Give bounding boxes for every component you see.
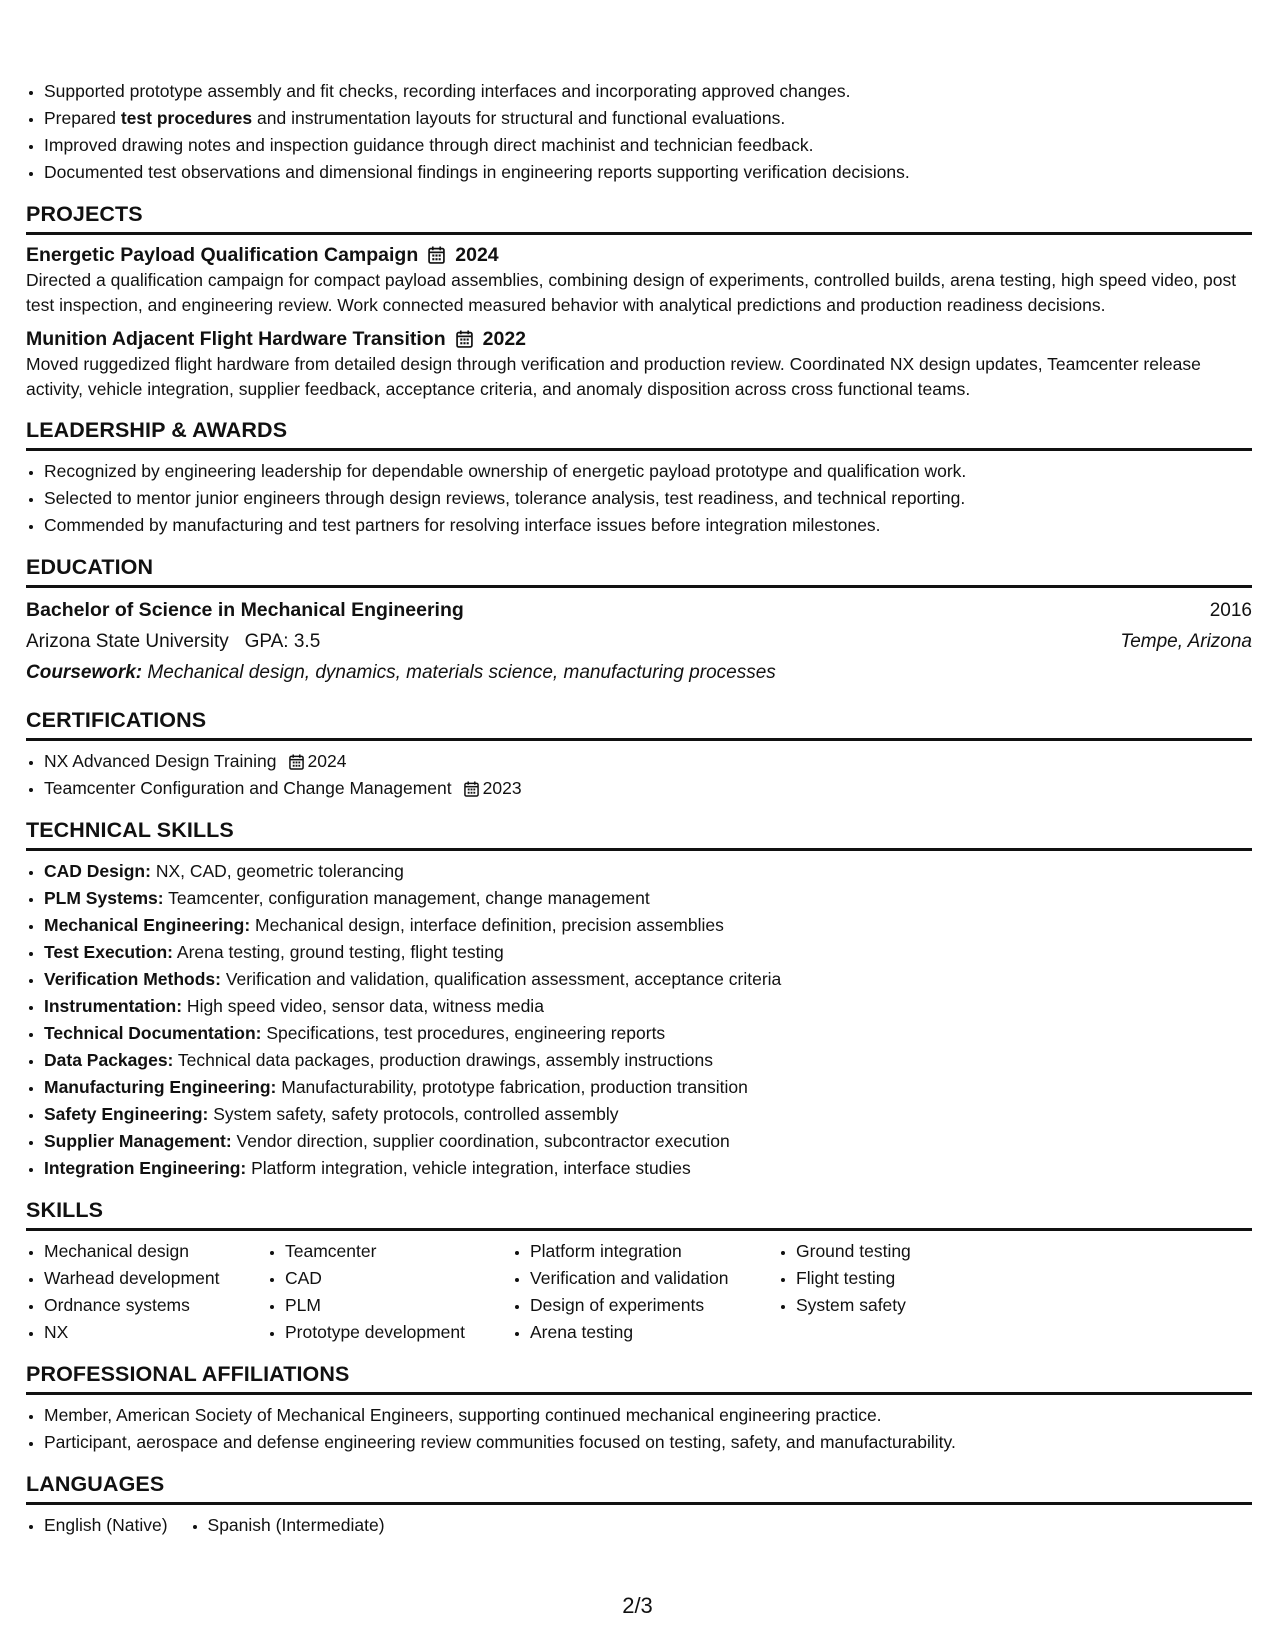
list-item: • Integration Engineering: Platform integration, vehicle integration, interface studies [44,1155,1252,1182]
list-item: • Participant, aerospace and defense engineering review communities focused on testing, safety, and manufacturability. [44,1429,1252,1456]
project-item [26,242,1252,318]
calendar-icon [428,246,445,264]
skills-grid [26,1238,1252,1346]
coursework-label: Coursework: [26,662,143,683]
list-item: • Mechanical Engineering: Mechanical design, interface definition, precision assemblies [44,912,1252,939]
project-title: Munition Adjacent Flight Hardware Transition [26,328,446,350]
skill-item: • PLM [285,1292,490,1319]
education-heading: EDUCATION [26,553,1252,588]
affiliations-heading: PROFESSIONAL AFFILIATIONS [26,1360,1252,1395]
list-item: • Recognized by engineering leadership for dependable ownership of energetic payload prototype and qualification work. [44,458,1252,485]
list-item: • Data Packages: Technical data packages, production drawings, assembly instructions [44,1047,1252,1074]
experience-bullet: • Prepared test procedures and instrumentation layouts for structural and functional evaluations. [44,105,1252,132]
skill-item: • CAD [285,1265,490,1292]
school-location: Tempe, Arizona [1120,631,1252,652]
skills-column [26,1238,267,1346]
skill-item: • System safety [796,1292,911,1319]
project-item [26,326,1252,402]
list-item [44,748,1252,775]
resume-page [26,78,1252,1539]
coursework [26,657,1252,688]
list-item: • Supplier Management: Vendor direction, supplier coordination, subcontractor execution [44,1128,1252,1155]
skill-item: • Design of experiments [530,1292,756,1319]
list-item: • Selected to mentor junior engineers through design reviews, tolerance analysis, test readiness, and technical reporting. [44,485,1252,512]
list-item: • Manufacturing Engineering: Manufacturability, prototype fabrication, production transition [44,1074,1252,1101]
certifications-heading: CERTIFICATIONS [26,706,1252,741]
skills-column [778,1238,933,1346]
list-item [44,775,1252,802]
language-item: • English (Native) [44,1512,168,1539]
languages-list [26,1512,1252,1539]
skill-item: • Warhead development [44,1265,245,1292]
calendar-icon [456,330,473,348]
certification-year: 2024 [307,751,347,771]
gpa: GPA: 3.5 [244,631,321,652]
projects-heading: PROJECTS [26,200,1252,235]
experience-bullet: • Supported prototype assembly and fit checks, recording interfaces and incorporating approved changes. [44,78,1252,105]
affiliations-list [26,1402,1252,1456]
list-item: • Technical Documentation: Specifications, test procedures, engineering reports [44,1020,1252,1047]
list-item: • PLM Systems: Teamcenter, configuration management, change management [44,885,1252,912]
project-title: Energetic Payload Qualification Campaign [26,244,419,266]
list-item: • Test Execution: Arena testing, ground testing, flight testing [44,939,1252,966]
skill-item: • Ordnance systems [44,1292,245,1319]
skill-item: • Mechanical design [44,1238,245,1265]
leadership-list [26,458,1252,539]
skill-item: • Ground testing [796,1238,911,1265]
technical-skills-list [26,858,1252,1182]
certification-year: 2023 [482,778,522,798]
skill-item: • NX [44,1319,245,1346]
calendar-icon [464,781,479,797]
project-year: 2022 [482,328,527,350]
skills-heading: SKILLS [26,1196,1252,1231]
calendar-icon [289,754,304,770]
list-item: • Member, American Society of Mechanical Engineers, supporting continued mechanical engineering practice. [44,1402,1252,1429]
languages-heading: LANGUAGES [26,1470,1252,1505]
skill-item: • Verification and validation [530,1265,756,1292]
skill-item: • Arena testing [530,1319,756,1346]
skills-column [267,1238,512,1346]
skill-item: • Teamcenter [285,1238,490,1265]
certification-name: • NX Advanced Design Training [44,751,277,771]
skill-item: • Prototype development [285,1319,490,1346]
certification-name: • Teamcenter Configuration and Change Management [44,778,452,798]
list-item: • Instrumentation: High speed video, sensor data, witness media [44,993,1252,1020]
experience-bullet: • Documented test observations and dimensional findings in engineering reports supporting verification decisions. [44,159,1252,186]
skill-item: • Flight testing [796,1265,911,1292]
list-item: • Commended by manufacturing and test partners for resolving interface issues before integration milestones. [44,512,1252,539]
list-item: • Safety Engineering: System safety, safety protocols, controlled assembly [44,1101,1252,1128]
coursework-text: Mechanical design, dynamics, materials science, manufacturing processes [147,662,776,683]
skill-item: • Platform integration [530,1238,756,1265]
graduation-year: 2016 [1209,600,1252,621]
language-item: • Spanish (Intermediate) [208,1512,385,1539]
technical-skills-heading: TECHNICAL SKILLS [26,816,1252,851]
leadership-heading: LEADERSHIP & AWARDS [26,416,1252,451]
school-name: Arizona State University [26,631,229,652]
experience-bullets [26,78,1252,186]
list-item: • Verification Methods: Verification and validation, qualification assessment, acceptance criteria [44,966,1252,993]
experience-bullet: • Improved drawing notes and inspection guidance through direct machinist and technician feedback. [44,132,1252,159]
list-item: • CAD Design: NX, CAD, geometric tolerancing [44,858,1252,885]
project-year: 2024 [455,244,499,266]
degree: Bachelor of Science in Mechanical Engineering [26,599,464,621]
project-description: Moved ruggedized flight hardware from detailed design through verification and production review. Coordinated NX design updates, Teamcenter release activity, vehicle integration, supplier feedback, acceptance criteria, and anomaly disposition across cross functional teams. [26,354,1201,399]
certifications-list [26,748,1252,802]
page-number: 2/3 [622,1593,653,1618]
project-description: Directed a qualification campaign for compact payload assemblies, combining design of experiments, controlled builds, arena testing, high speed video, post test inspection, and engineering review. Work connected measured behavior with analytical predictions and production readiness decisions. [26,270,1237,315]
skills-column [512,1238,778,1346]
